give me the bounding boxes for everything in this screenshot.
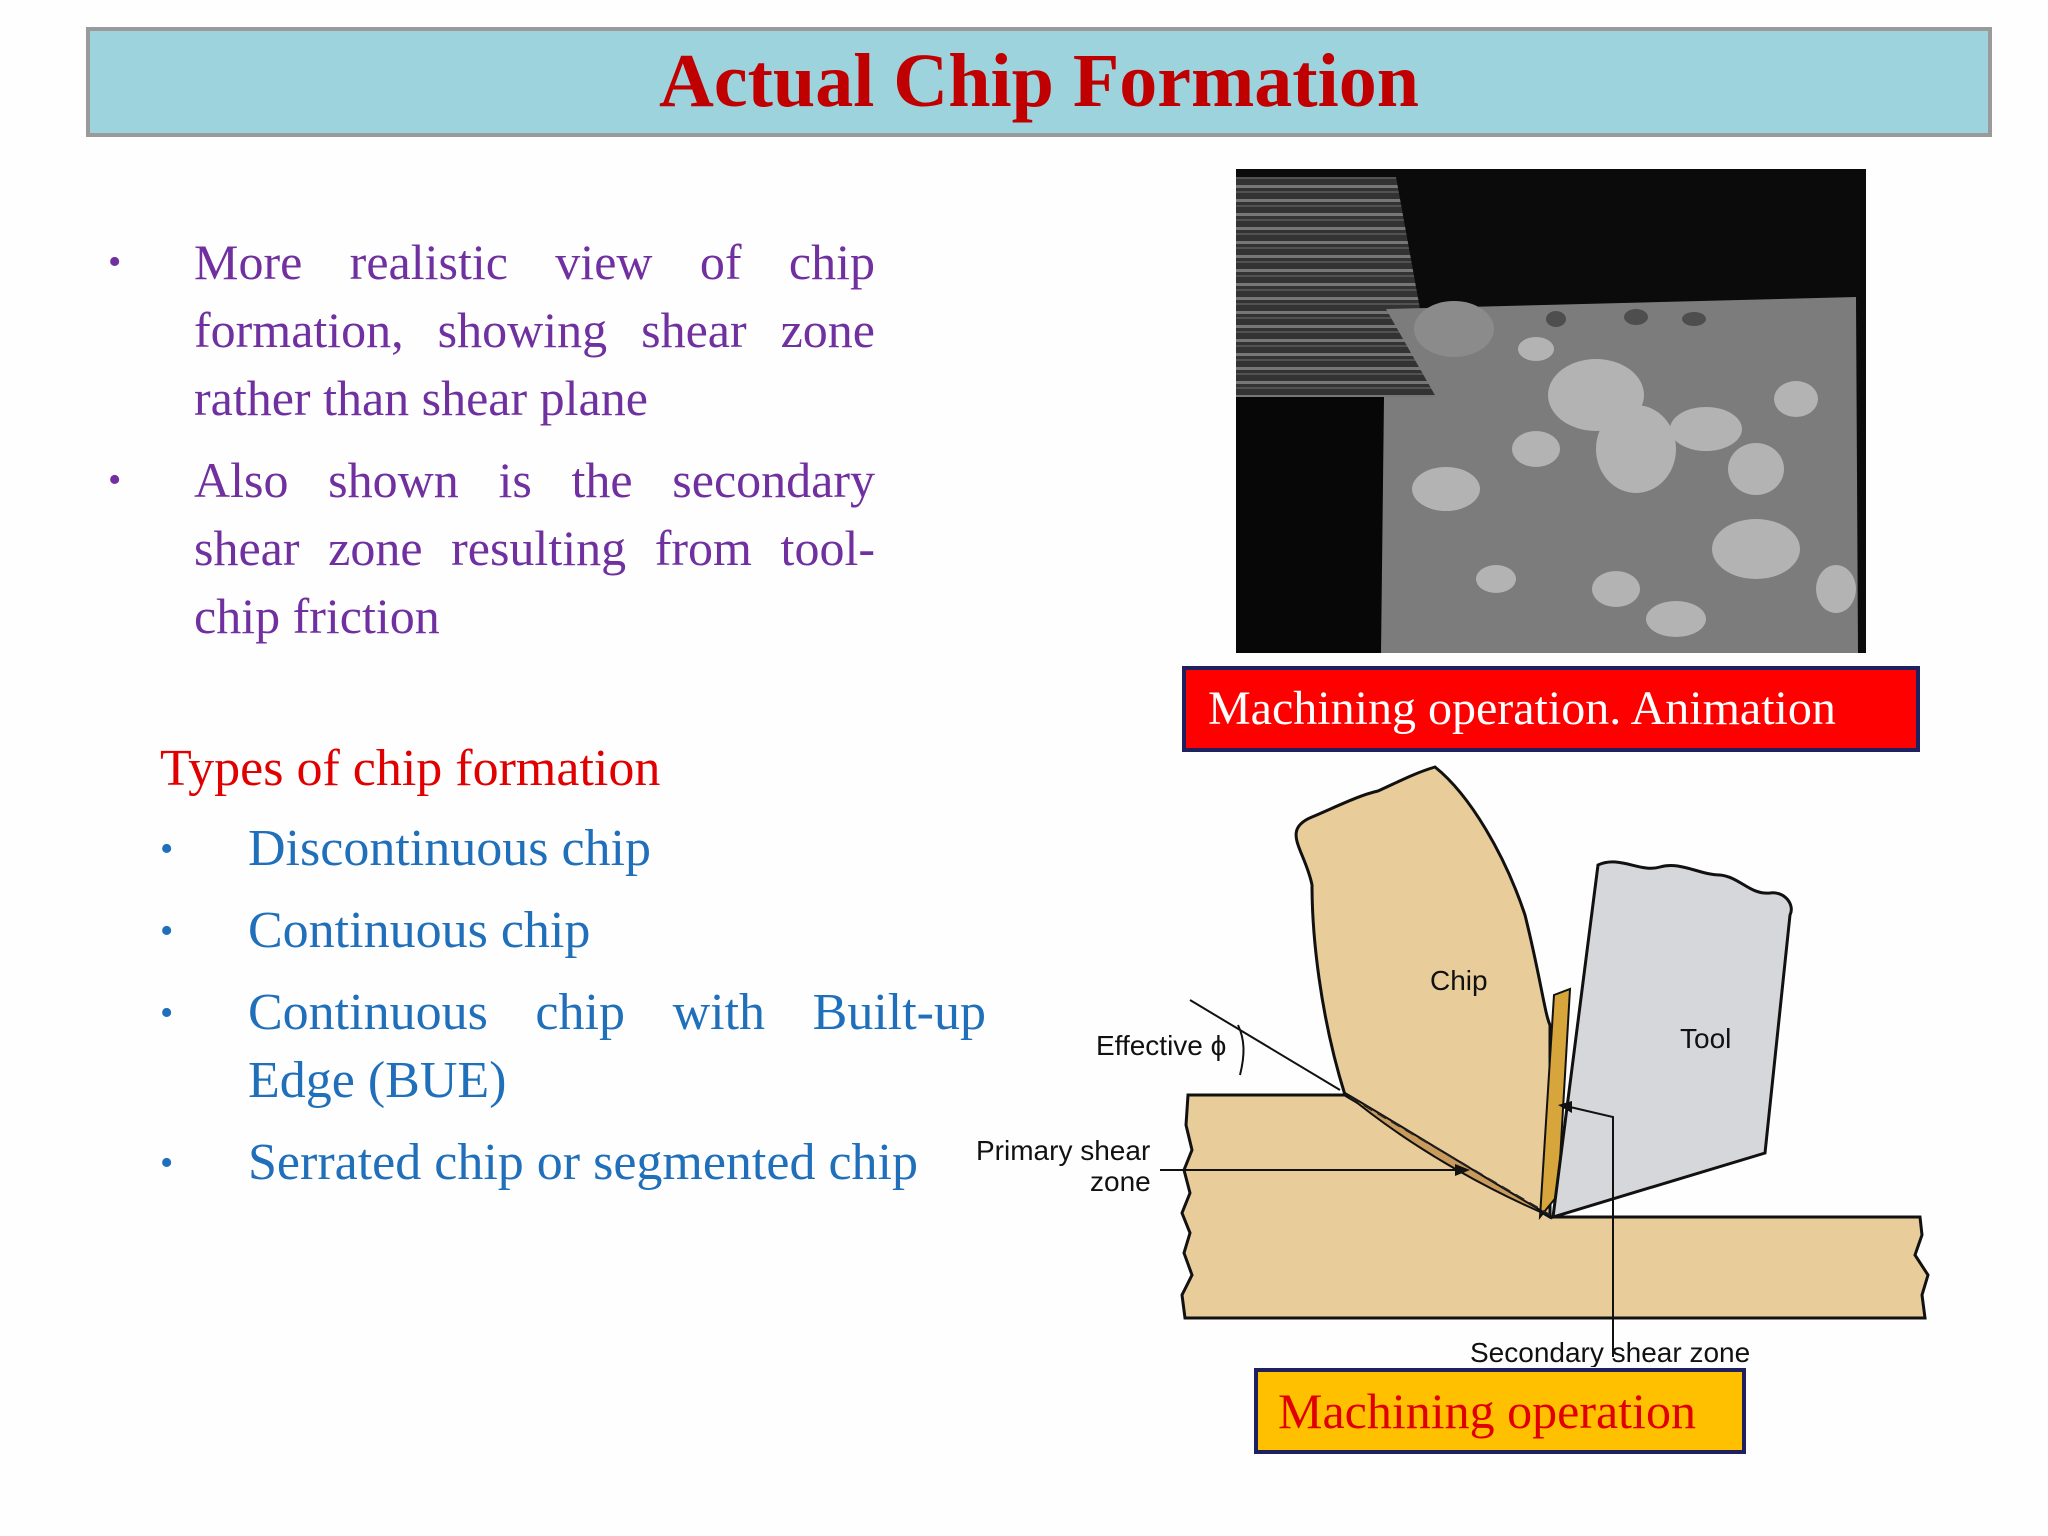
bullet-text: More realistic view of chip formation, showing shear zone rather than shear plane — [194, 234, 875, 426]
tool-shape — [1553, 862, 1791, 1217]
types-item — [150, 979, 990, 1115]
bullet-symbol: • — [160, 828, 174, 870]
types-item-text: Continuous chip — [248, 902, 591, 959]
bullet-text: Also shown is the secondary shear zone resulting from tool-chip friction — [194, 452, 875, 644]
bullet-item — [100, 446, 875, 650]
types-item-text: Discontinuous chip — [248, 820, 651, 877]
bullet-symbol: • — [160, 910, 174, 952]
chip-label: Chip — [1430, 965, 1488, 996]
slide-title: Actual Chip Formation — [659, 39, 1419, 123]
diagram-caption: Machining operation — [1254, 1368, 1746, 1454]
types-heading: Types of chip formation — [160, 740, 661, 797]
bullet-list — [100, 228, 875, 664]
effective-phi-label: Effective ϕ — [1096, 1030, 1227, 1061]
bullet-symbol: • — [160, 992, 174, 1034]
diagram-svg — [960, 755, 1940, 1367]
tool-label: Tool — [1680, 1023, 1732, 1054]
secondary-shear-label: Secondary shear zone — [1470, 1337, 1751, 1367]
primary-shear-label-2: zone — [1090, 1166, 1151, 1197]
types-item-text: Continuous chip with Built-up Edge (BUE) — [248, 984, 986, 1109]
bullet-item — [100, 228, 875, 432]
types-item — [150, 1129, 990, 1197]
chip-formation-diagram — [960, 755, 1940, 1367]
types-item-text: Serrated chip or segmented chip — [248, 1134, 918, 1191]
types-list — [150, 815, 990, 1211]
primary-shear-label-1: Primary shear — [976, 1135, 1151, 1166]
title-bar — [86, 27, 1992, 137]
bullet-symbol: • — [108, 459, 122, 501]
animation-caption: Machining operation. Animation — [1182, 666, 1920, 752]
machining-photo-graphic — [1236, 169, 1866, 653]
types-item — [150, 815, 990, 883]
bullet-symbol: • — [108, 241, 122, 283]
machining-animation-photo[interactable] — [1236, 169, 1866, 653]
types-item — [150, 897, 990, 965]
bullet-symbol: • — [160, 1142, 174, 1184]
